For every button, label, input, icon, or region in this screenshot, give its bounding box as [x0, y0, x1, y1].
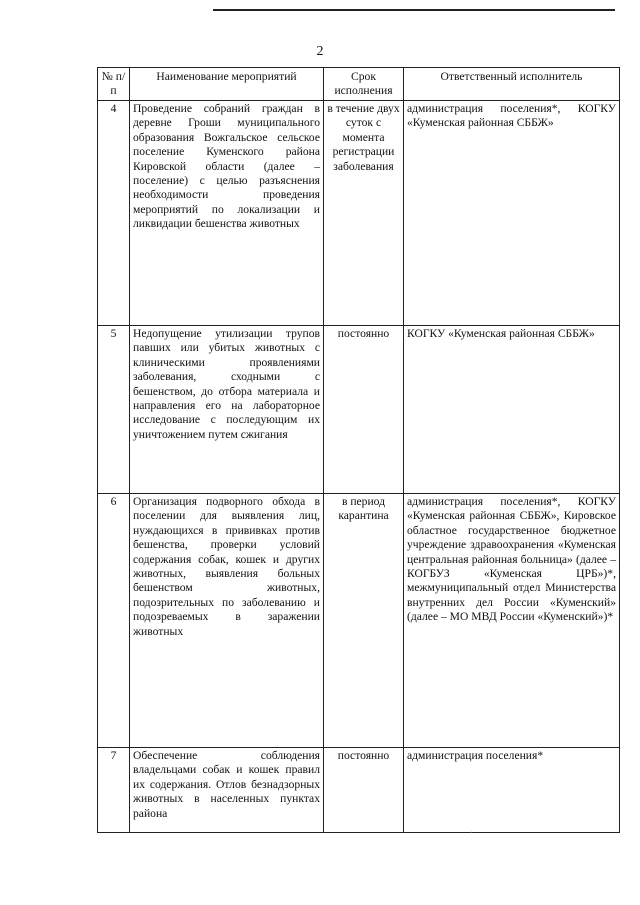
- table-row: [98, 748, 620, 833]
- row-name: Недопущение утилизации трупов павших или убитых животных с клиническими проявлениями заболевания, сходными с бешенством, до отбора материала и направления его на лабораторное исследование с последующим их уничтожением путем сжигания: [130, 326, 324, 494]
- row-term: постоянно: [324, 748, 404, 833]
- row-responsible: администрация поселения*, КОГКУ «Куменская районная СББЖ»: [404, 101, 620, 326]
- row-num: 7: [98, 748, 130, 833]
- row-responsible: администрация поселения*, КОГКУ «Куменская районная СББЖ», Кировское областное государственное бюджетное учреждение здравоохранения «Куменская центральная районная больница» (далее – КОГБУЗ «Куменская ЦРБ»)*, межмуниципальный отдел Министерства внутренних дел России «Куменский» (далее – МО МВД России «Куменский»)*: [404, 494, 620, 748]
- table-row: [98, 326, 620, 494]
- row-responsible: КОГКУ «Куменская районная СББЖ»: [404, 326, 620, 494]
- table-row: [98, 101, 620, 326]
- row-name: Организация подворного обхода в поселении для выявления лиц, нуждающихся в прививках против бешенства, проверки условий содержания собак, кошек и других животных, выявления больных бешенством животных, подозрительных по заболеванию и подозреваемых в заражении животных: [130, 494, 324, 748]
- row-num: 5: [98, 326, 130, 494]
- row-num: 4: [98, 101, 130, 326]
- header-name: Наименование мероприятий: [130, 68, 324, 101]
- measures-table: [97, 67, 620, 833]
- header-num: № п/п: [98, 68, 130, 101]
- row-term: в период карантина: [324, 494, 404, 748]
- row-name: Проведение собраний граждан в деревне Гроши муниципального образования Вожгальское сельское поселение Куменского района Кировской области (далее – поселение) с целью разъяснения необходимости проведения мероприятий по локализации и ликвидации бешенства животных: [130, 101, 324, 326]
- table-header-row: [98, 68, 620, 101]
- row-name: Обеспечение соблюдения владельцами собак и кошек правил их содержания. Отлов безнадзорных животных в населенных пунктах района: [130, 748, 324, 833]
- table-row: [98, 494, 620, 748]
- top-rule: [213, 9, 615, 11]
- header-responsible: Ответственный исполнитель: [404, 68, 620, 101]
- row-term: постоянно: [324, 326, 404, 494]
- header-term: Срок исполнения: [324, 68, 404, 101]
- row-num: 6: [98, 494, 130, 748]
- row-term: в течение двух суток с момента регистрации заболевания: [324, 101, 404, 326]
- row-responsible: администрация поселения*: [404, 748, 620, 833]
- scan-mark: .: [470, 825, 473, 836]
- page-number: 2: [316, 44, 324, 59]
